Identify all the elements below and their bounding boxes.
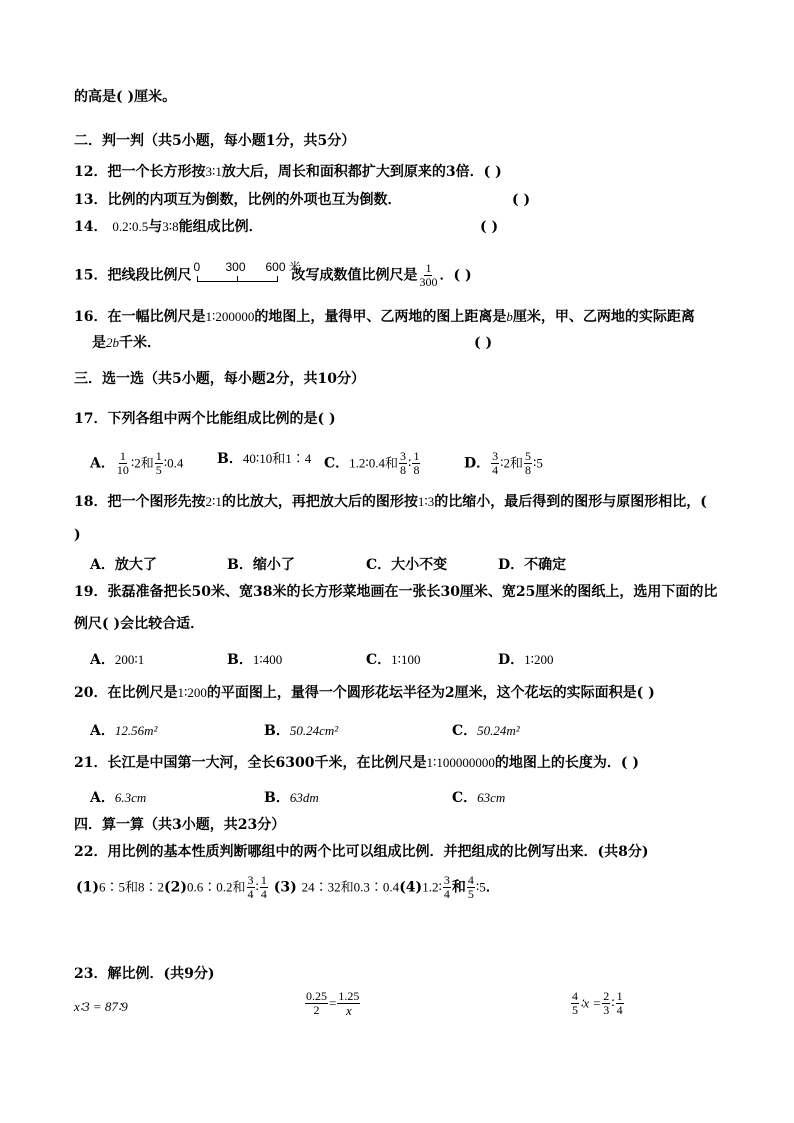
answer-paren: ) xyxy=(74,527,81,543)
scale-label-300: 300 xyxy=(225,259,246,274)
question-number: 12． xyxy=(74,164,108,180)
q18-option-a[interactable]: A．放大了 xyxy=(90,557,157,573)
question-text: 的地图上，量得甲、乙两地的图上距离是 xyxy=(254,309,507,325)
answer-paren: ( ) xyxy=(474,335,493,351)
q19-option-a[interactable]: A．200∶1 xyxy=(90,652,145,668)
variable: 2b xyxy=(106,335,119,350)
scale-tick xyxy=(197,276,198,282)
question-22: 22．用比例的基本性质判断哪组中的两个比可以组成比例．并把组成的比例写出来．(共8分) xyxy=(74,844,649,860)
question-text: 是 xyxy=(92,335,106,351)
q17-option-c[interactable]: C．1.2∶0.4和 $\frac{3}{8}$ ∶ $\frac{1}{8}$ xyxy=(324,449,420,477)
question-19-line1: 19．张磊准备把长50米、宽38米的长方形菜地画在一张长30厘米、宽25厘米的图纸上，选用下面的比 xyxy=(74,584,718,600)
question-text: 在一幅比例尺是 xyxy=(107,309,206,325)
question-20: 20．在比例尺是1∶200的平面图上，量得一个圆形花坛半径为2厘米，这个花坛的实际面积是( ) xyxy=(74,685,655,701)
q20-option-b[interactable]: B．50.24cm² xyxy=(264,723,339,739)
scale-label-600: 600 米 xyxy=(265,259,301,274)
q22-items: (1)6∶5和8∶2(2)0.6∶0.2和 $\frac{3}{4}$ ∶ $\frac{1}{4}$ (3) 24∶32和0.3∶0.4(4)1.2∶ $\frac{3}{4}$ 和 $\frac{4}{5}$ ∶5． xyxy=(76,873,500,901)
q23-equation-1: x∶3 = 87∶9 xyxy=(74,999,128,1014)
q19-option-b[interactable]: B．1∶400 xyxy=(227,652,283,668)
question-text: 与 xyxy=(148,219,163,235)
scale-tick xyxy=(277,276,278,282)
question-text: 比例的内项互为倒数，比例的外项也互为倒数． xyxy=(107,192,402,208)
question-21: 21．长江是中国第一大河，全长6300千米，在比例尺是1∶100000000的地图上的长度为．( ) xyxy=(74,755,639,771)
q21-option-b[interactable]: B．63dm xyxy=(264,790,319,806)
q18-option-d[interactable]: D．不确定 xyxy=(498,557,567,573)
ratio: 3∶1 xyxy=(205,164,222,179)
question-12 xyxy=(74,163,502,181)
question-16-line2 xyxy=(92,334,161,352)
question-19-line2: 例尺( )会比较合适． xyxy=(74,616,205,632)
question-number: 17． xyxy=(74,411,108,427)
ratio: 1∶200000 xyxy=(205,309,255,324)
q18-option-c[interactable]: C．大小不变 xyxy=(366,557,448,573)
question-number: 15． xyxy=(74,267,108,284)
q21-option-a[interactable]: A．6.3cm xyxy=(90,790,147,806)
question-text: 把线段比例尺 xyxy=(107,267,192,284)
question-text: 改写成数值比例尺是 xyxy=(291,267,418,284)
section-heading-judge: 二．判一判（共5小题，每小题1分，共5分） xyxy=(74,133,356,149)
question-15 xyxy=(74,259,472,289)
section-heading-choose: 三．选一选（共5小题，每小题2分，共10分） xyxy=(74,371,365,387)
q19-option-c[interactable]: C．1∶100 xyxy=(366,652,421,668)
q17-option-b[interactable]: B．40∶10和1∶4 xyxy=(217,451,312,467)
question-17 xyxy=(74,410,336,428)
question-16-line1 xyxy=(74,308,695,326)
question-text: 厘米，甲、乙两地的实际距离 xyxy=(512,309,695,325)
ratio: 0.2∶0.5 xyxy=(112,219,149,234)
q20-option-a[interactable]: A．12.56m² xyxy=(90,723,158,739)
q23-equation-2: $\frac{0.25}{2}$ = $\frac{1.25}{x}$ xyxy=(306,989,360,1018)
q11-continuation: 的高是( )厘米。 xyxy=(74,89,177,105)
q21-option-c[interactable]: C．63cm xyxy=(452,790,506,806)
line-segment-scale xyxy=(193,259,301,288)
question-text: 下列各组中两个比能组成比例的是( ) xyxy=(107,411,336,427)
question-13 xyxy=(74,191,401,209)
fraction: $\frac{1}{300}$ xyxy=(419,261,438,289)
question-text: 放大后，周长和面积都扩大到原来的3倍．( ) xyxy=(221,164,502,180)
q18-option-b[interactable]: B．缩小了 xyxy=(227,557,295,573)
section-heading-calc: 四．算一算（共3小题，共23分） xyxy=(74,817,286,833)
question-number: 14． xyxy=(74,219,108,235)
question-number: 13． xyxy=(74,192,108,208)
q19-option-d[interactable]: D．1∶200 xyxy=(498,652,554,668)
question-18: 18．把一个图形先按2∶1的比放大，再把放大后的图形按1∶3的比缩小，最后得到的图形与原图形相比，( xyxy=(74,494,707,510)
scale-label-0: 0 xyxy=(193,259,201,274)
answer-paren: ( ) xyxy=(512,192,531,208)
question-text: ．( ) xyxy=(439,267,472,284)
q17-option-a[interactable]: A． $\frac{1}{10}$ ∶2和 $\frac{1}{5}$ ∶0.4 xyxy=(90,449,184,477)
question-text: 能组成比例． xyxy=(178,219,263,235)
q23-equation-3: $\frac{4}{5}$ ∶x = $\frac{2}{3}$ ∶ $\frac{1}{4}$ xyxy=(572,989,623,1017)
ratio: 3∶8 xyxy=(162,219,179,234)
question-text: 千米． xyxy=(119,335,161,351)
question-text: 把一个长方形按 xyxy=(107,164,206,180)
question-23: 23．解比例．(共9分) xyxy=(74,966,215,982)
scale-tick xyxy=(237,276,238,282)
question-number: 16． xyxy=(74,309,108,325)
q20-option-c[interactable]: C．50.24m² xyxy=(452,723,520,739)
q17-option-d[interactable]: D． $\frac{3}{4}$ ∶2和 $\frac{5}{8}$ ∶5 xyxy=(464,449,543,477)
question-14 xyxy=(74,218,263,236)
answer-paren: ( ) xyxy=(480,219,499,235)
variable: b xyxy=(506,309,513,324)
